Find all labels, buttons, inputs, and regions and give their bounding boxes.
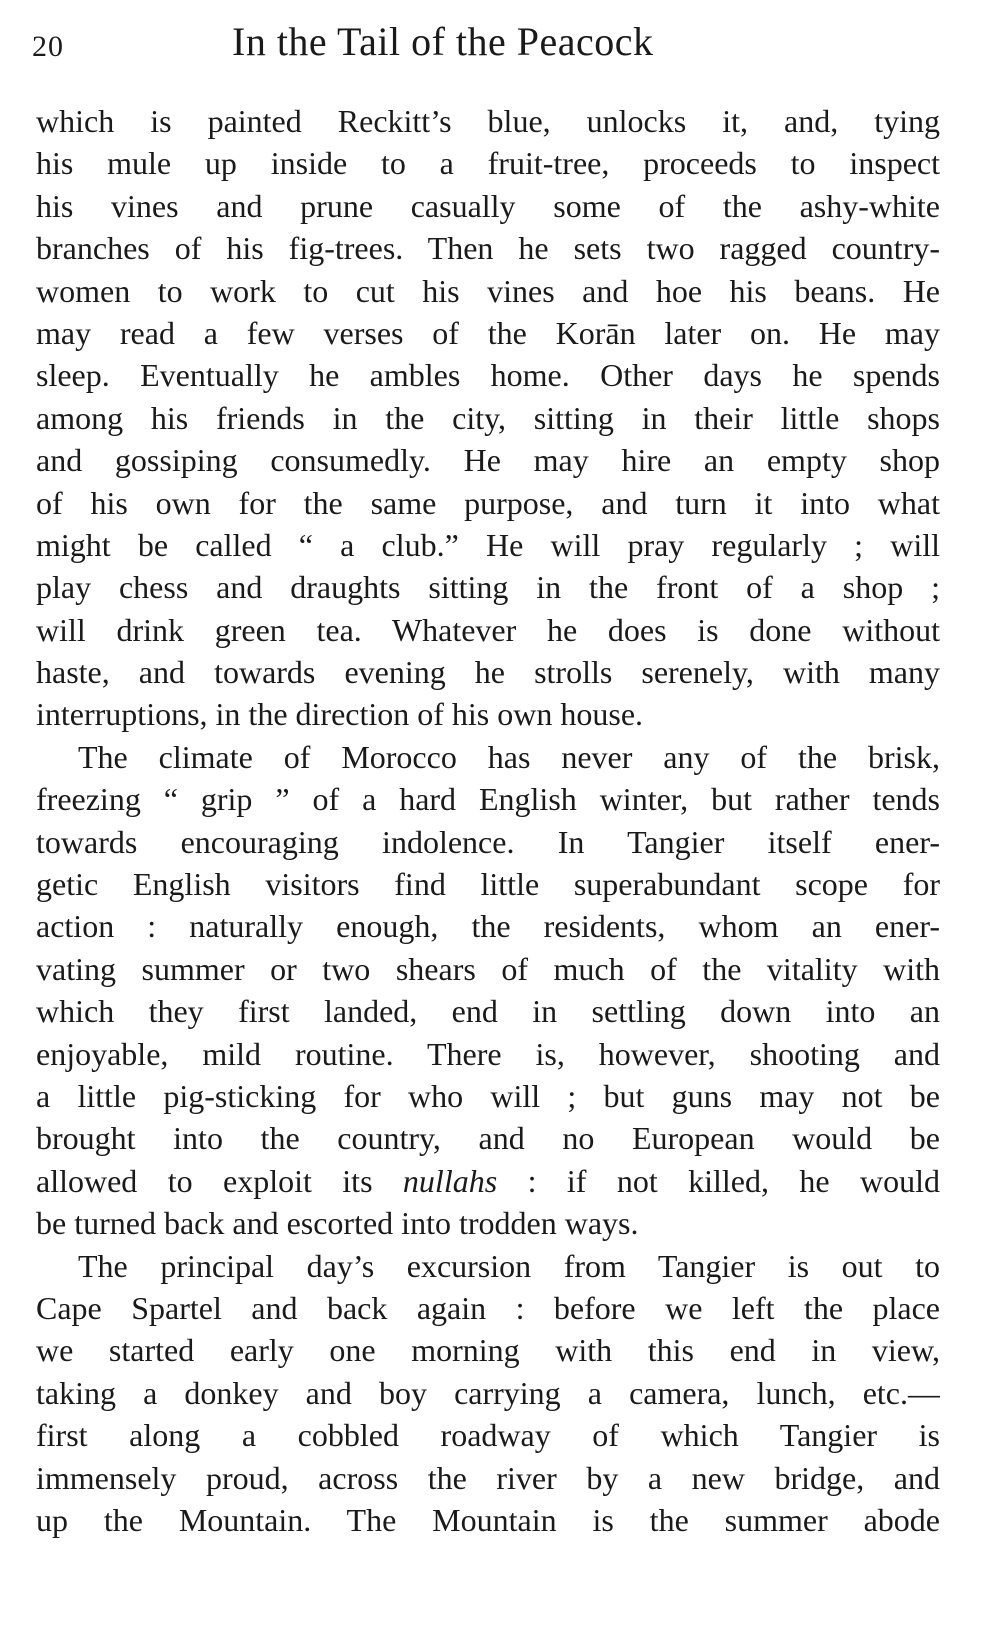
text-line: his vines and prune casually some of the ashy-white	[36, 187, 940, 224]
text-line: immensely proud, across the river by a new bridge, and	[36, 1459, 940, 1496]
text-line: The principal day’s excursion from Tangier is out to	[78, 1247, 940, 1284]
text-line: of his own for the same purpose, and turn it into what	[36, 484, 940, 521]
running-head	[32, 14, 962, 74]
paragraph-2	[36, 736, 940, 1245]
text-line: freezing “ grip ” of a hard English winter, but rather tends	[36, 781, 940, 818]
text-line: sleep. Eventually he ambles home. Other days he spends	[36, 357, 940, 394]
text-line: his mule up inside to a fruit-tree, proceeds to inspect	[36, 145, 940, 182]
body-text	[36, 100, 940, 1541]
text-line: interruptions, in the direction of his own house.	[36, 696, 644, 733]
text-line: which they first landed, end in settling down into an	[36, 993, 940, 1030]
text-line: which is painted Reckitt’s blue, unlocks it, and, tying	[36, 103, 940, 139]
page-number: 20	[32, 30, 64, 63]
text-line: towards encouraging indolence. In Tangier itself ener-	[36, 823, 940, 860]
text-segment: allowed to exploit its	[36, 1162, 403, 1199]
text-line: might be called “ a club.” He will pray regularly ; will	[36, 526, 940, 563]
text-line: may read a few verses of the Korān later on. He may	[36, 314, 940, 351]
text-line: a little pig-sticking for who will ; but guns may not be	[36, 1077, 940, 1114]
running-title: In the Tail of the Peacock	[232, 19, 654, 64]
text-line: Cape Spartel and back again : before we left the place	[36, 1289, 940, 1326]
text-line: will drink green tea. Whatever he does is done without	[36, 611, 940, 648]
text-line: be turned back and escorted into trodden ways.	[36, 1205, 639, 1242]
text-segment: : if not killed, he would	[497, 1162, 940, 1199]
text-line: brought into the country, and no European would be	[36, 1120, 940, 1157]
text-line: branches of his fig-trees. Then he sets two ragged country-	[36, 230, 940, 267]
text-line: women to work to cut his vines and hoe his beans. He	[36, 272, 940, 309]
text-line: we started early one morning with this end in view,	[36, 1332, 940, 1369]
text-line: play chess and draughts sitting in the front of a shop ;	[36, 569, 940, 606]
text-line: getic English visitors find little superabundant scope for	[36, 866, 940, 903]
text-line: among his friends in the city, sitting in their little shops	[36, 399, 940, 436]
text-line: up the Mountain. The Mountain is the summer abode	[36, 1501, 940, 1538]
text-line: vating summer or two shears of much of the vitality with	[36, 950, 940, 987]
text-line: first along a cobbled roadway of which Tangier is	[36, 1417, 940, 1454]
paragraph-1	[36, 100, 940, 736]
text-line: taking a donkey and boy carrying a camera, lunch, etc.—	[36, 1374, 940, 1411]
text-line: haste, and towards evening he strolls serenely, with many	[36, 654, 940, 691]
paragraph-3	[36, 1245, 940, 1542]
text-line: The climate of Morocco has never any of the brisk,	[78, 738, 940, 775]
text-line-with-italic	[36, 1160, 940, 1202]
italic-word: nullahs	[402, 1162, 498, 1199]
text-line: enjoyable, mild routine. There is, however, shooting and	[36, 1035, 940, 1072]
text-line: and gossiping consumedly. He may hire an empty shop	[36, 442, 940, 479]
text-line: action : naturally enough, the residents, whom an ener-	[36, 908, 940, 945]
